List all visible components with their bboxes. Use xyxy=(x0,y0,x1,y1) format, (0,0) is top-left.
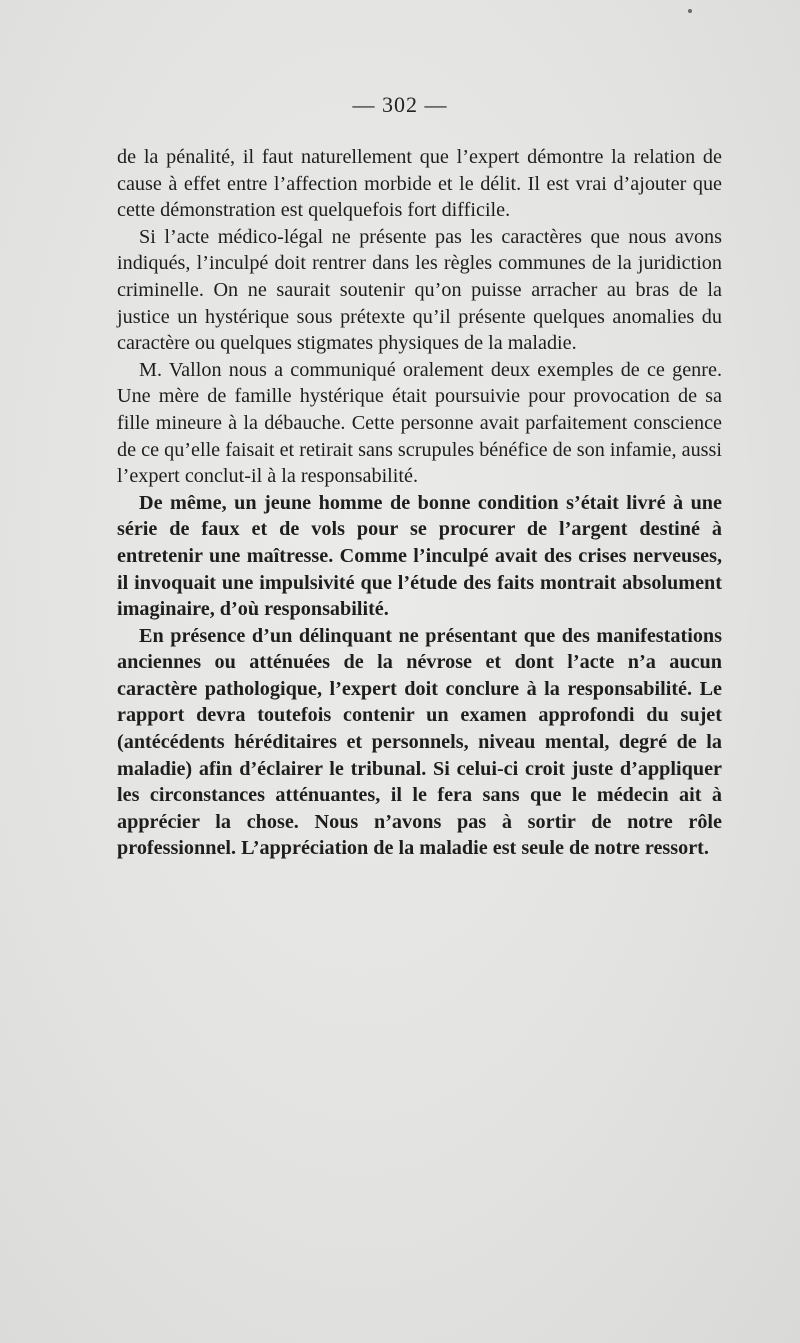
body-text xyxy=(117,144,722,862)
paragraph-4: De même, un jeune homme de bonne condition s’était livré à une série de faux et de vols pour se procurer de l’argent destiné à entretenir une maîtresse. Comme l’inculpé avait des crises nerveuses, il invoquait une impulsivité que l’étude des faits montrait absolument imaginaire, d’où responsabilité. xyxy=(117,491,722,621)
paragraph-1: de la pénalité, il faut naturellement que l’expert démontre la relation de cause à effet entre l’affection morbide et le délit. Il est vrai d’ajouter que cette démonstration est quelquefois fort difficile. xyxy=(117,146,722,222)
scan-speck xyxy=(688,9,692,13)
paragraph-2: Si l’acte médico-légal ne présente pas les caractères que nous avons indiqués, l’inculpé doit rentrer dans les règles communes de la juridiction criminelle. On ne saurait soutenir qu’on puisse arracher au bras de la justice un hystérique sous prétexte qu’il présente quelques anomalies du caractère ou quelques stigmates physiques de la maladie. xyxy=(117,225,722,355)
paragraph-3: M. Vallon nous a communiqué oralement deux exemples de ce genre. Une mère de famille hystérique était poursuivie pour provocation de sa fille mineure à la débauche. Cette personne avait parfaitement conscience de ce qu’elle faisait et retirait sans scrupules bénéfice de son infamie, aussi l’expert conclut-il à la responsabilité. xyxy=(117,358,722,488)
page-number: — 302 — xyxy=(352,92,448,117)
paragraph-5: En présence d’un délinquant ne présentant que des manifestations anciennes ou atténuées de la névrose et dont l’acte n’a aucun caractère pathologique, l’expert doit conclure à la responsabilité. Le rapport devra toutefois contenir un examen approfondi du sujet (antécédents héréditaires et personnels, niveau mental, degré de la maladie) afin d’éclairer le tribunal. Si celui-ci croit juste d’appliquer les circonstances atténuantes, il le fera sans que le médecin ait à apprécier la chose. Nous n’avons pas à sortir de notre rôle professionnel. L’appréciation de la maladie est seule de notre ressort. xyxy=(117,624,722,860)
